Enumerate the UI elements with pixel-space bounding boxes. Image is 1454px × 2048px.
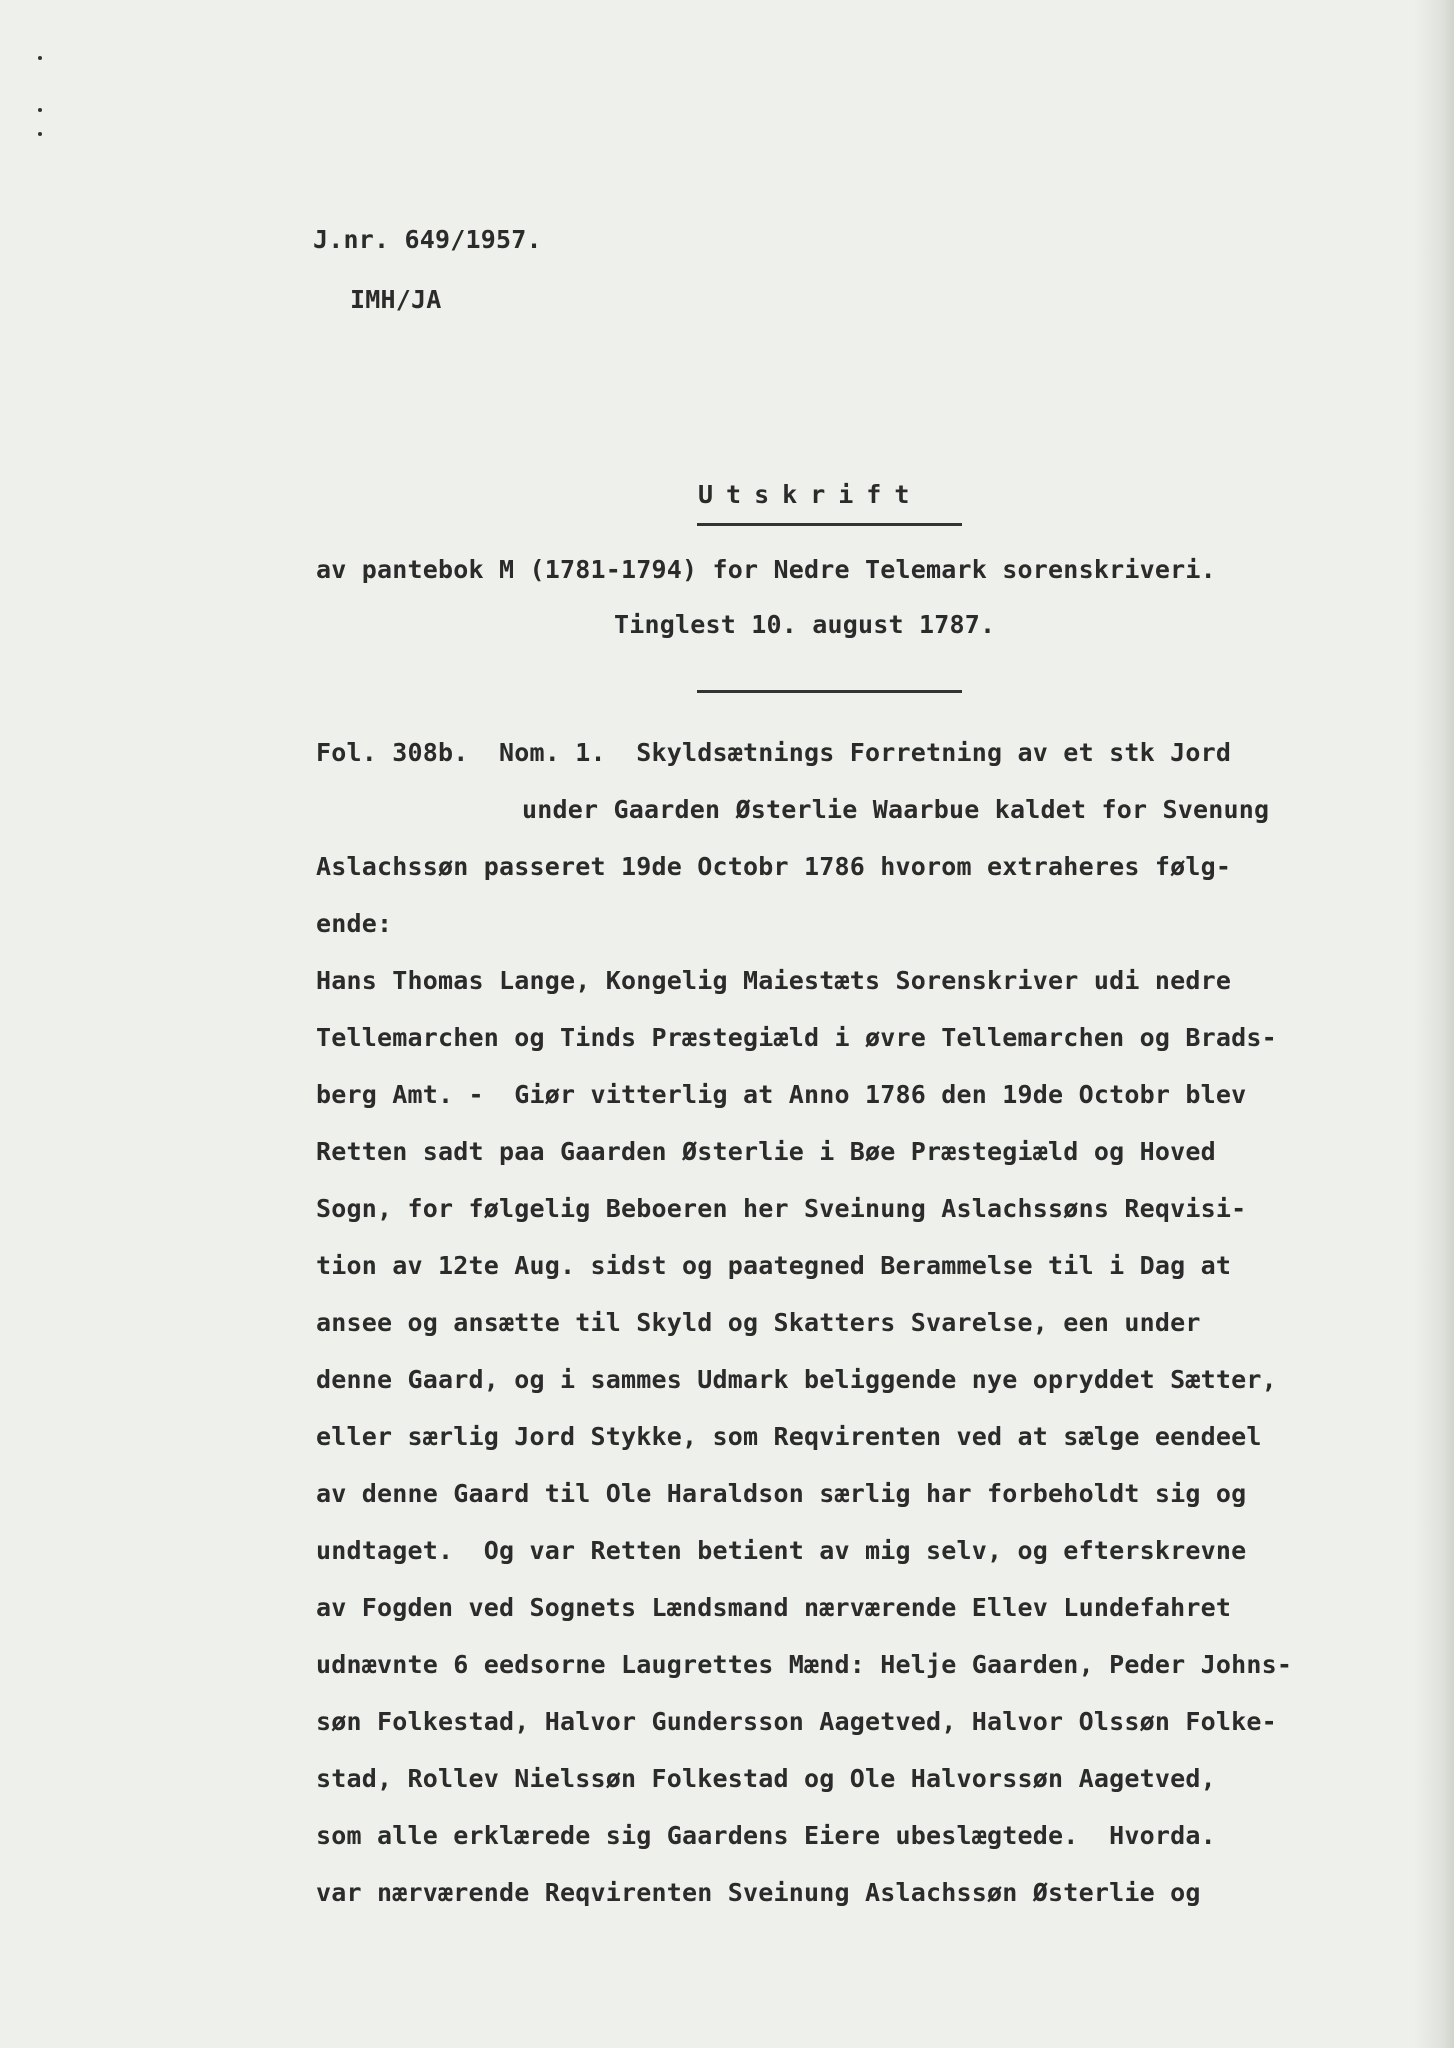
body-line: denne Gaard, og i sammes Udmark beliggende nye opryddet Sætter, xyxy=(316,1365,1277,1394)
body-line: undtaget. Og var Retten betient av mig selv, og efterskrevne xyxy=(316,1536,1247,1565)
body-line: Hans Thomas Lange, Kongelig Maiestæts Sorenskriver udi nedre xyxy=(316,966,1232,995)
section-divider xyxy=(697,690,962,693)
body-line: søn Folkestad, Halvor Gundersson Aagetved, Halvor Olssøn Folke- xyxy=(316,1707,1277,1736)
body-line: under Gaarden Østerlie Waarbue kaldet for Svenung xyxy=(522,795,1270,824)
body-line: var nærværende Reqvirenten Sveinung Aslachssøn Østerlie og xyxy=(316,1878,1201,1907)
title-underline xyxy=(697,523,962,526)
body-line: stad, Rollev Nielssøn Folkestad og Ole Halvorssøn Aagetved, xyxy=(316,1764,1216,1793)
body-line: eller særlig Jord Stykke, som Reqvirenten ved at sælge eendeel xyxy=(316,1422,1262,1451)
body-line: Fol. 308b. Nom. 1. Skyldsætnings Forretning av et stk Jord xyxy=(316,738,1232,767)
body-line: Sogn, for følgelig Beboeren her Sveinung Aslachssøns Reqvisi- xyxy=(316,1194,1247,1223)
margin-mark xyxy=(38,108,42,112)
body-line: av denne Gaard til Ole Haraldson særlig har forbeholdt sig og xyxy=(316,1479,1247,1508)
body-line: ende: xyxy=(316,909,393,938)
body-line: tion av 12te Aug. sidst og paategned Berammelse til i Dag at xyxy=(316,1251,1232,1280)
initials: IMH/JA xyxy=(350,285,442,314)
subtitle-line-2: Tinglest 10. august 1787. xyxy=(614,610,996,639)
body-line: berg Amt. - Giør vitterlig at Anno 1786 den 19de Octobr blev xyxy=(316,1080,1247,1109)
body-line: udnævnte 6 eedsorne Laugrettes Mænd: Helje Gaarden, Peder Johns- xyxy=(316,1650,1293,1679)
body-line: som alle erklærede sig Gaardens Eiere ubeslægtede. Hvorda. xyxy=(316,1821,1216,1850)
document-title: Utskrift xyxy=(698,480,923,509)
journal-number: J.nr. 649/1957. xyxy=(313,225,542,254)
margin-mark xyxy=(38,56,42,60)
page-edge xyxy=(1414,0,1454,2048)
body-line: Tellemarchen og Tinds Præstegiæld i øvre Tellemarchen og Brads- xyxy=(316,1023,1277,1052)
body-line: Retten sadt paa Gaarden Østerlie i Bøe Præstegiæld og Hoved xyxy=(316,1137,1216,1166)
body-line: ansee og ansætte til Skyld og Skatters Svarelse, een under xyxy=(316,1308,1201,1337)
subtitle-line-1: av pantebok M (1781-1794) for Nedre Telemark sorenskriveri. xyxy=(316,555,1216,584)
body-line: Aslachssøn passeret 19de Octobr 1786 hvorom extraheres følg- xyxy=(316,852,1232,881)
margin-mark xyxy=(38,132,42,136)
body-line: av Fogden ved Sognets Lændsmand nærværende Ellev Lundefahret xyxy=(316,1593,1232,1622)
